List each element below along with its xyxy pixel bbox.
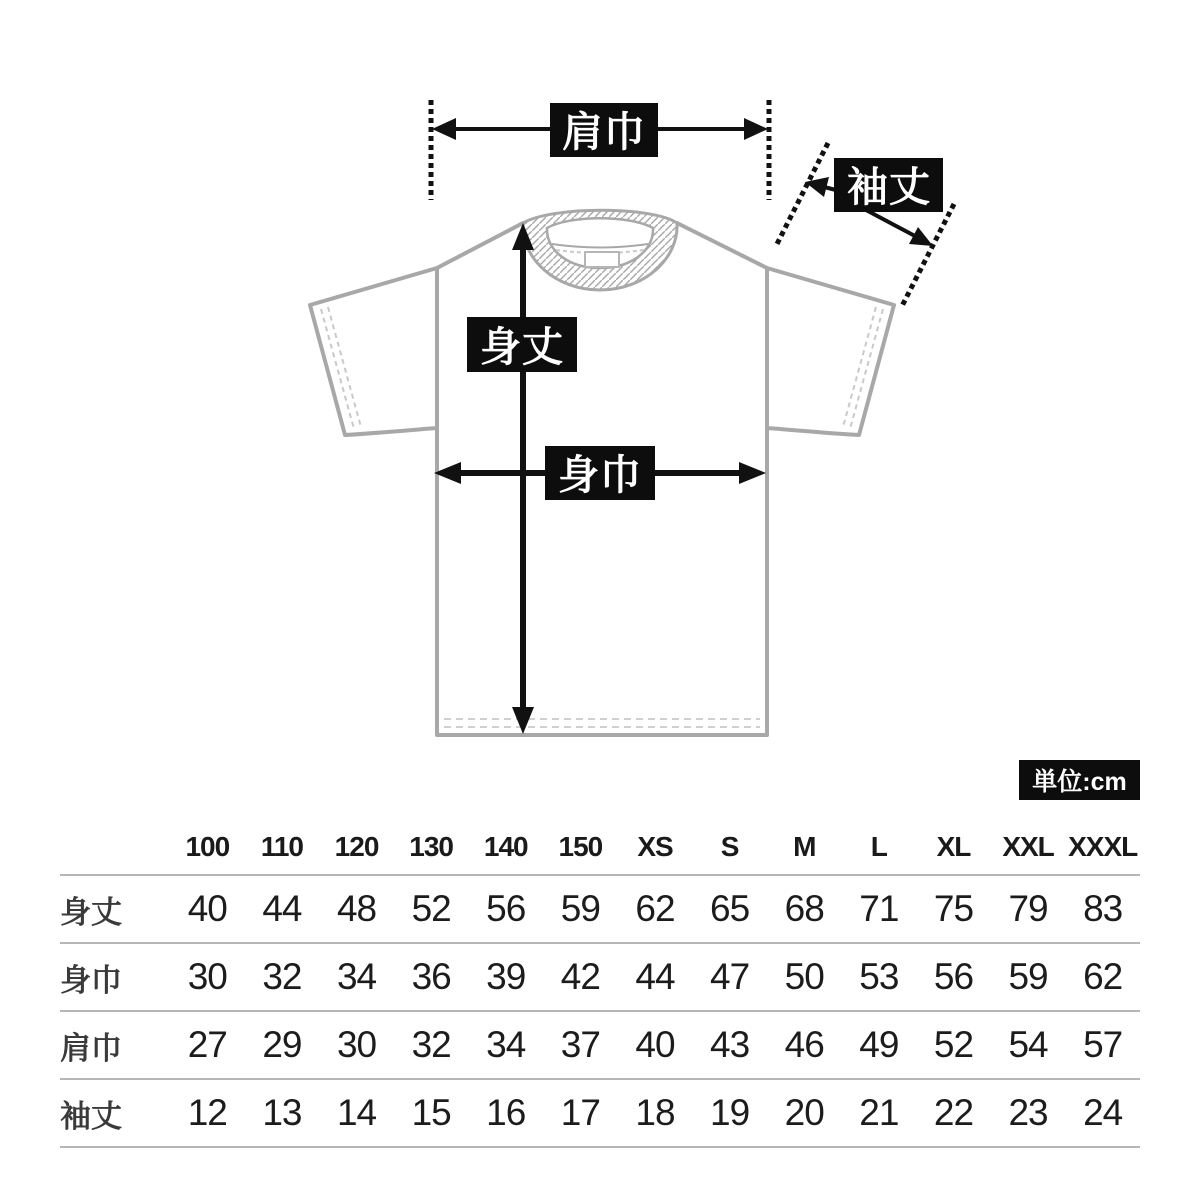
sleeve-extension-line-lower — [902, 204, 954, 306]
table-cell: 29 — [262, 1024, 302, 1065]
table-cell: 30 — [187, 956, 227, 997]
shoulder-width-label: 肩巾 — [562, 109, 646, 155]
size-column-header: 130 — [409, 831, 453, 862]
row-label: 身巾 — [60, 962, 122, 998]
table-cell: 21 — [859, 1092, 899, 1133]
table-cell: 13 — [262, 1092, 302, 1133]
size-column-header: 120 — [334, 831, 379, 862]
size-column-header: 150 — [558, 831, 603, 862]
table-cell: 65 — [710, 888, 750, 929]
table-row — [60, 876, 1140, 944]
shoulder-arrowhead-left — [432, 118, 456, 140]
table-cell: 46 — [784, 1024, 824, 1065]
table-cell: 56 — [933, 956, 974, 997]
size-column-header: XL — [936, 831, 971, 862]
table-cell: 16 — [486, 1092, 526, 1133]
right-sleeve — [767, 268, 894, 435]
table-cell: 37 — [560, 1024, 600, 1065]
table-cell: 62 — [1083, 956, 1123, 997]
size-table-header-row — [60, 820, 1140, 876]
table-cell: 50 — [784, 956, 824, 997]
sleeve-extension-line-upper — [776, 143, 828, 246]
sleeve-arrow-lower-shaft — [866, 210, 915, 236]
size-column-header: 100 — [185, 831, 230, 862]
table-cell: 32 — [262, 956, 302, 997]
size-column-header: XXL — [1002, 831, 1054, 862]
table-cell: 48 — [336, 888, 377, 929]
table-cell: 15 — [411, 1092, 451, 1133]
table-row — [60, 1012, 1140, 1080]
table-cell: 57 — [1083, 1024, 1123, 1065]
body-length-label: 身丈 — [480, 324, 564, 370]
table-cell: 79 — [1008, 888, 1048, 929]
sleeve-length-label: 袖丈 — [847, 164, 931, 210]
table-cell: 14 — [336, 1092, 377, 1133]
table-cell: 83 — [1083, 888, 1123, 929]
table-cell: 52 — [411, 888, 451, 929]
table-cell: 19 — [710, 1092, 750, 1133]
table-cell: 49 — [859, 1024, 899, 1065]
table-cell: 17 — [560, 1092, 600, 1133]
table-cell: 54 — [1008, 1024, 1048, 1065]
table-cell: 34 — [486, 1024, 526, 1065]
table-cell: 40 — [187, 888, 227, 929]
table-cell: 44 — [635, 956, 675, 997]
table-row — [60, 944, 1140, 1012]
row-label: 肩巾 — [60, 1030, 122, 1066]
table-cell: 52 — [933, 1024, 974, 1065]
left-sleeve — [310, 268, 437, 435]
size-column-header: 110 — [260, 831, 303, 862]
size-column-header: L — [870, 831, 887, 862]
table-cell: 68 — [784, 888, 824, 929]
size-table-body — [60, 876, 1140, 1148]
table-cell: 27 — [187, 1024, 227, 1065]
table-cell: 62 — [635, 888, 675, 929]
table-cell: 32 — [411, 1024, 451, 1065]
table-cell: 24 — [1083, 1092, 1123, 1133]
sleeve-arrowhead-upper — [805, 177, 829, 197]
body-width-label: 身巾 — [558, 452, 642, 498]
neck-tag — [585, 252, 619, 267]
row-label: 袖丈 — [60, 1098, 122, 1134]
table-cell: 59 — [1008, 956, 1048, 997]
table-cell: 59 — [560, 888, 600, 929]
table-cell: 44 — [262, 888, 302, 929]
table-cell: 42 — [560, 956, 600, 997]
table-cell: 40 — [635, 1024, 675, 1065]
size-table — [60, 820, 1140, 1148]
table-cell: 71 — [859, 888, 899, 929]
table-cell: 34 — [336, 956, 377, 997]
table-row — [60, 1080, 1140, 1148]
size-column-header: M — [793, 831, 816, 862]
table-cell: 12 — [187, 1092, 227, 1133]
row-label: 身丈 — [60, 894, 122, 930]
table-cell: 30 — [336, 1024, 377, 1065]
table-cell: 43 — [710, 1024, 750, 1065]
table-cell: 20 — [784, 1092, 824, 1133]
table-cell: 56 — [486, 888, 526, 929]
unit-badge: 単位:cm — [1019, 760, 1140, 800]
size-column-header: XS — [637, 831, 673, 862]
table-cell: 75 — [933, 888, 974, 929]
size-column-header: S — [720, 831, 739, 862]
table-cell: 53 — [859, 956, 899, 997]
table-cell: 39 — [486, 956, 526, 997]
size-column-header: XXXL — [1068, 831, 1138, 862]
table-cell: 23 — [1008, 1092, 1048, 1133]
table-cell: 18 — [635, 1092, 675, 1133]
table-cell: 22 — [933, 1092, 974, 1133]
size-column-header: 140 — [483, 831, 528, 862]
table-cell: 47 — [710, 956, 750, 997]
table-cell: 36 — [411, 956, 451, 997]
shoulder-arrowhead-right — [744, 118, 768, 140]
shoulder-width-dimension — [431, 100, 769, 200]
